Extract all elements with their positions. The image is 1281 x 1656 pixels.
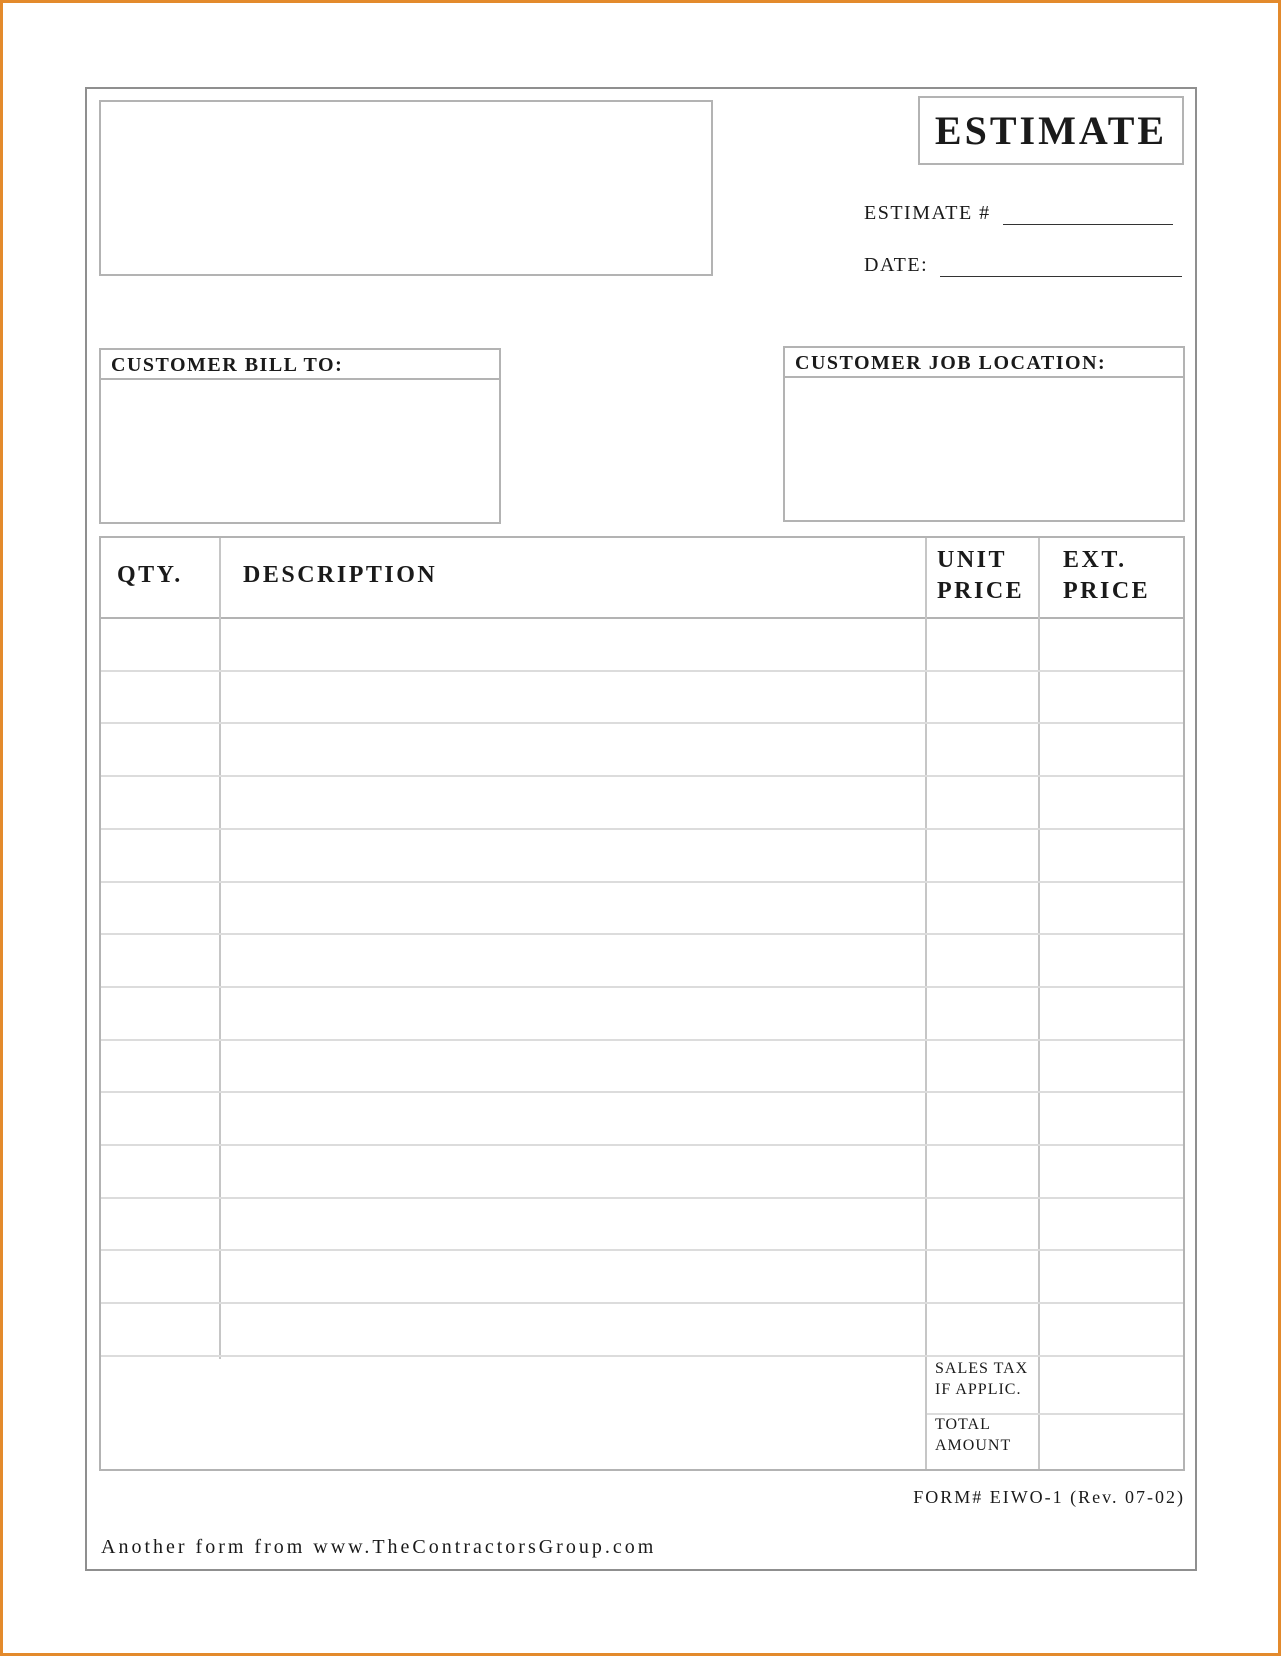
table-row-divider [101,1302,1183,1304]
table-row-divider [101,1091,1183,1093]
table-row-divider [101,986,1183,988]
sales-tax-line1: SALES TAX [935,1360,1029,1377]
form-number: FORM# EIWO-1 (Rev. 07-02) [913,1487,1185,1507]
qty-column-divider [219,538,221,1359]
customer-bill-to-box[interactable] [99,348,501,524]
ext-price-header-line1: EXT. [1063,547,1127,573]
footer-note: Another form from www.TheContractorsGroup.com [101,1536,657,1558]
qty-header: QTY. [117,562,183,588]
ext-price-header-line2: PRICE [1063,578,1151,604]
table-header [101,538,1183,619]
title-box [918,96,1184,165]
table-row-divider [101,1355,1183,1357]
table-row-divider [101,828,1183,830]
table-row-divider [101,670,1183,672]
unit-price-header-line1: UNIT [937,547,1008,573]
table-row-divider [101,1039,1183,1041]
table-row-divider [101,775,1183,777]
table-row-divider [101,933,1183,935]
sales-tax-line2: IF APPLIC. [935,1381,1022,1398]
sales-tax-label [935,1358,1028,1400]
date-field [864,254,1182,277]
total-line2: AMOUNT [935,1437,1012,1454]
customer-job-location-box[interactable] [783,346,1185,522]
table-row-divider [101,1144,1183,1146]
unit-price-header-line2: PRICE [937,578,1025,604]
company-info-box[interactable] [99,100,713,276]
table-row-divider [101,1197,1183,1199]
total-line1: TOTAL [935,1416,991,1433]
table-row-divider [101,1249,1183,1251]
line-items-table [99,536,1185,1471]
unit-price-column-divider [1038,538,1040,1469]
date-label: DATE: [864,254,929,276]
estimate-number-label: ESTIMATE # [864,202,991,224]
date-input[interactable] [940,258,1182,277]
total-amount-label [935,1414,1011,1456]
unit-price-header [937,545,1024,607]
ext-price-header [1063,545,1150,607]
description-column-divider [925,538,927,1469]
description-header: DESCRIPTION [243,562,438,588]
bill-to-label: CUSTOMER BILL TO: [101,350,499,380]
estimate-form [85,87,1197,1571]
document-title: ESTIMATE [934,108,1168,153]
table-row-divider [101,722,1183,724]
job-location-label: CUSTOMER JOB LOCATION: [785,348,1183,378]
estimate-number-input[interactable] [1003,206,1173,225]
estimate-number-field [864,202,1173,225]
table-row-divider [101,881,1183,883]
